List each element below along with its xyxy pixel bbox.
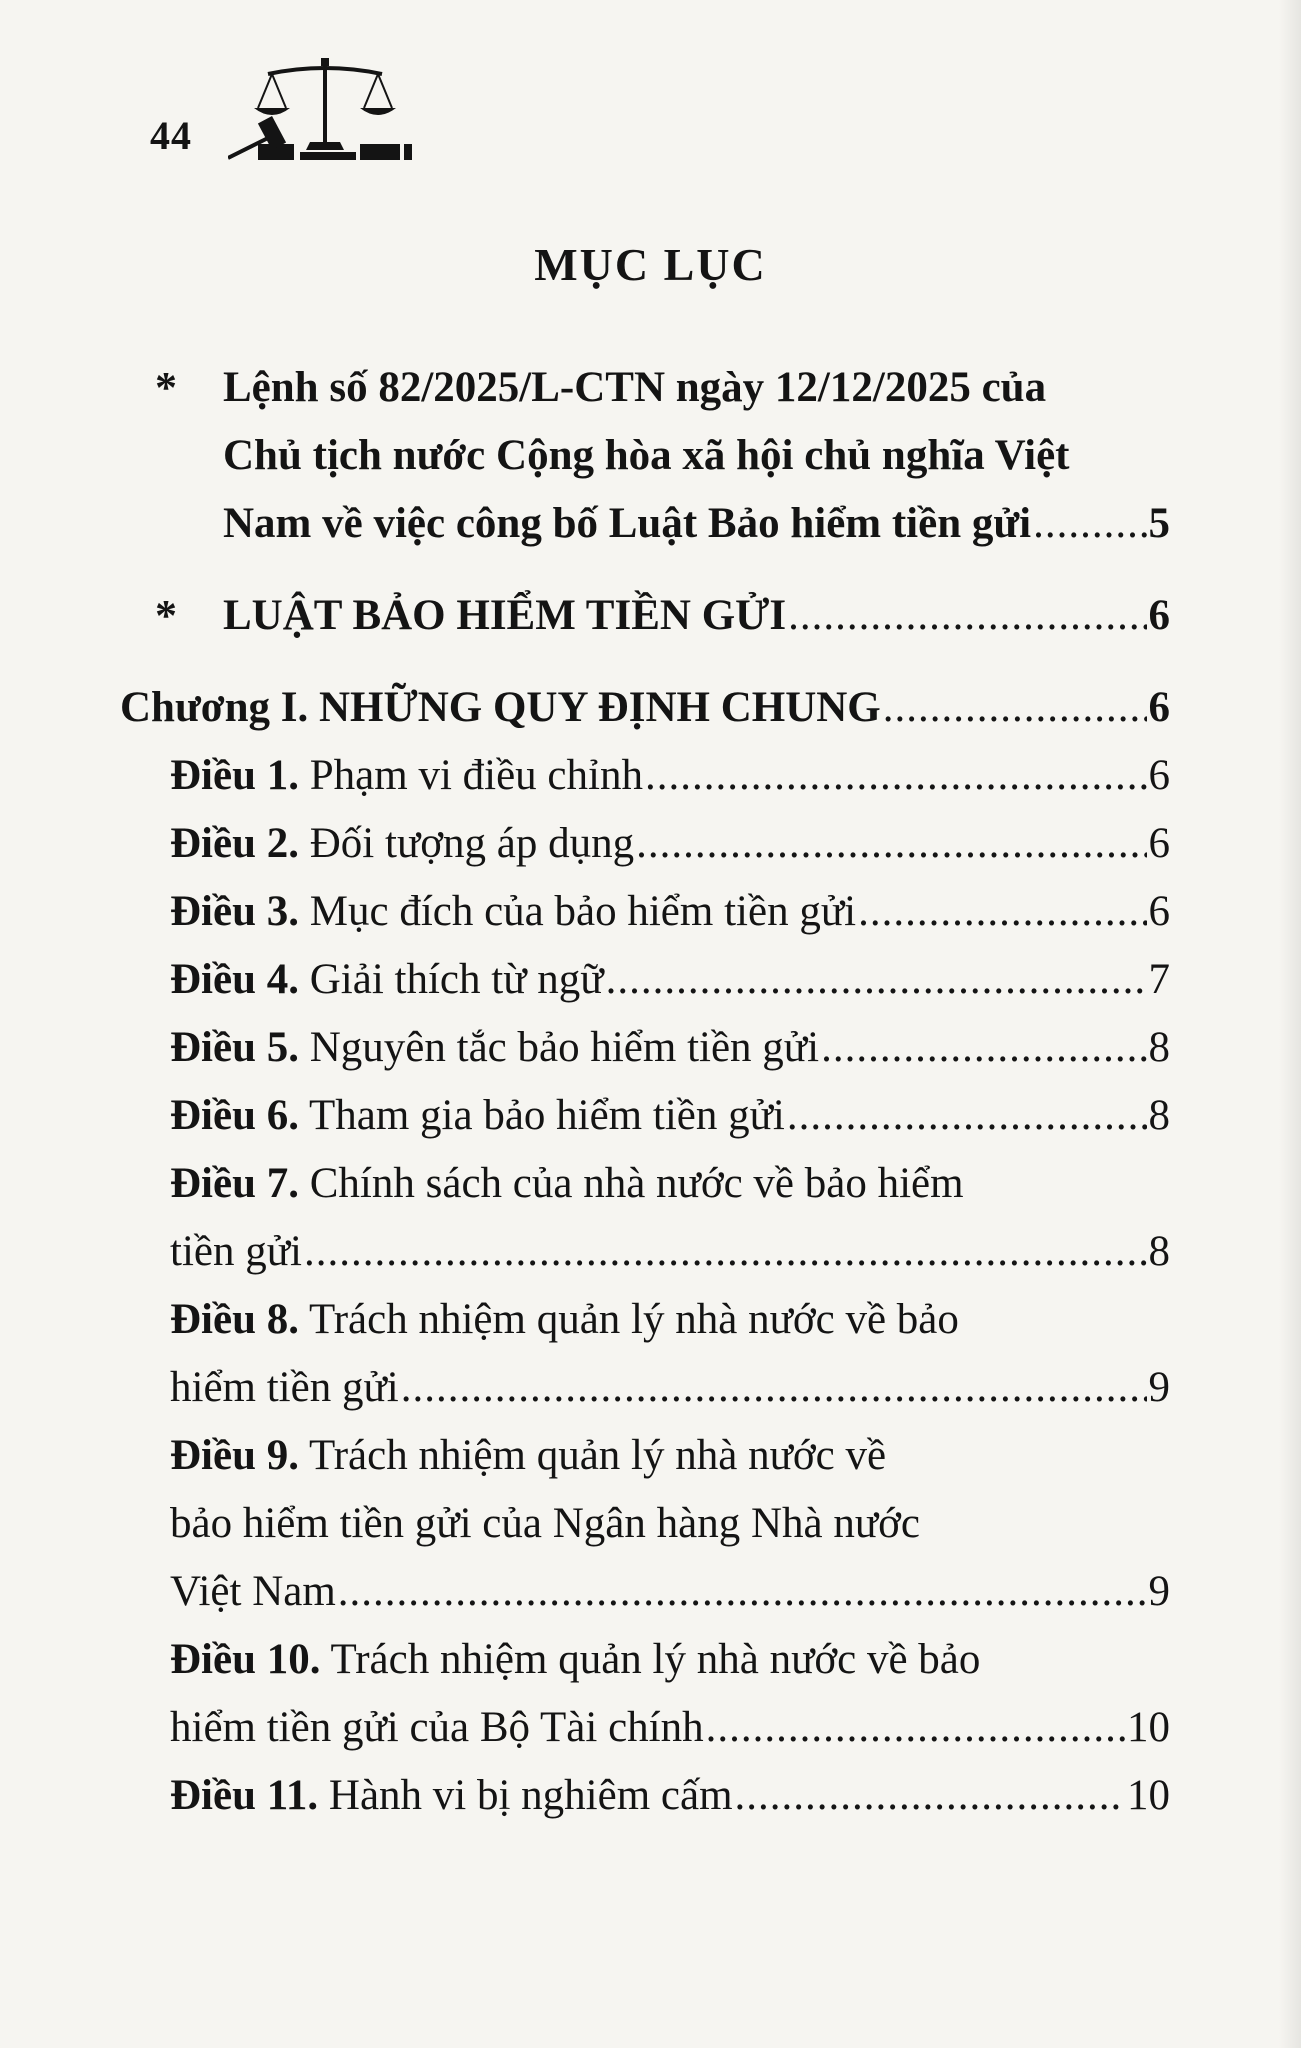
asterisk-bullet-icon: * <box>155 363 177 412</box>
toc-article-5[interactable] <box>120 1014 1170 1082</box>
dot-leader <box>304 1218 1147 1286</box>
article-title: Hành vi bị nghiêm cấm <box>328 1772 733 1819</box>
toc-entry-decree[interactable] <box>155 354 1170 558</box>
article-label: Điều 1. <box>170 752 299 799</box>
toc-page-number: 8 <box>1148 1092 1170 1139</box>
article-title: Tham gia bảo hiểm tiền gửi <box>308 1092 785 1139</box>
toc-article-4[interactable] <box>120 946 1170 1014</box>
toc-entry-text: Chủ tịch nước Cộng hòa xã hội chủ nghĩa Việt <box>223 432 1070 479</box>
toc-page-number: 6 <box>1148 684 1170 731</box>
toc-page-number: 6 <box>1148 752 1170 799</box>
toc-entry-law[interactable] <box>155 582 1170 650</box>
article-title: Đối tượng áp dụng <box>309 820 635 867</box>
toc-article-3[interactable] <box>120 878 1170 946</box>
article-label: Điều 7. <box>170 1160 299 1207</box>
dot-leader <box>645 742 1147 810</box>
toc-article-8[interactable] <box>120 1286 1170 1422</box>
page-number: 44 <box>150 113 192 158</box>
article-title: Trách nhiệm quản lý nhà nước về <box>308 1432 887 1479</box>
toc-article-10[interactable] <box>120 1626 1170 1762</box>
dot-leader <box>821 1014 1146 1082</box>
toc-entry-chapter-1[interactable] <box>120 674 1170 742</box>
toc-page-number: 6 <box>1148 820 1170 867</box>
article-title: Trách nhiệm quản lý nhà nước về bảo <box>308 1296 959 1343</box>
dot-leader <box>636 810 1146 878</box>
toc-article-6[interactable] <box>120 1082 1170 1150</box>
dot-leader <box>401 1354 1147 1422</box>
article-title: Phạm vi điều chỉnh <box>309 752 643 799</box>
article-label: Điều 11. <box>170 1772 319 1819</box>
article-label: Điều 4. <box>170 956 299 1003</box>
toc-page-number: 6 <box>1148 592 1170 639</box>
toc-page-number: 10 <box>1127 1772 1170 1819</box>
article-label: Điều 5. <box>170 1024 299 1071</box>
article-label: Điều 9. <box>170 1432 299 1479</box>
toc-article-2[interactable] <box>120 810 1170 878</box>
toc-article-1[interactable] <box>120 742 1170 810</box>
table-of-contents <box>120 354 1170 1830</box>
toc-entry-text: Nam về việc công bố Luật Bảo hiểm tiền gửi <box>223 500 1032 547</box>
article-title: Giải thích từ ngữ <box>309 956 604 1003</box>
article-label: Điều 10. <box>170 1636 321 1683</box>
dot-leader <box>787 1082 1147 1150</box>
article-title-continued: tiền gửi <box>170 1228 302 1275</box>
toc-page-number: 9 <box>1148 1364 1170 1411</box>
dot-leader <box>706 1694 1125 1762</box>
article-title-continued: bảo hiểm tiền gửi của Ngân hàng Nhà nước <box>170 1500 920 1547</box>
dot-leader <box>883 674 1147 742</box>
toc-entry-text: Lệnh số 82/2025/L-CTN ngày 12/12/2025 của <box>223 364 1047 411</box>
toc-page-number: 8 <box>1148 1024 1170 1071</box>
toc-article-11[interactable] <box>120 1762 1170 1830</box>
toc-page-number: 5 <box>1148 500 1170 547</box>
toc-page-number: 8 <box>1148 1228 1170 1275</box>
asterisk-bullet-icon: * <box>155 591 177 640</box>
scales-and-gavel-icon <box>228 52 418 164</box>
toc-page-number: 7 <box>1148 956 1170 1003</box>
page-edge-shadow <box>1279 0 1301 2048</box>
article-label: Điều 8. <box>170 1296 299 1343</box>
toc-page-number: 9 <box>1148 1568 1170 1615</box>
dot-leader <box>338 1558 1147 1626</box>
article-title: Mục đích của bảo hiểm tiền gửi <box>309 888 857 935</box>
toc-article-9[interactable] <box>120 1422 1170 1626</box>
toc-article-7[interactable] <box>120 1150 1170 1286</box>
toc-entry-text: Chương I. NHỮNG QUY ĐỊNH CHUNG <box>120 684 881 731</box>
toc-page-number: 6 <box>1148 888 1170 935</box>
article-title: Trách nhiệm quản lý nhà nước về bảo <box>330 1636 981 1683</box>
article-label: Điều 6. <box>170 1092 299 1139</box>
dot-leader <box>858 878 1146 946</box>
article-label: Điều 2. <box>170 820 299 867</box>
dot-leader <box>788 582 1146 650</box>
page-title: MỤC LỤC <box>534 239 767 290</box>
article-title-continued: hiểm tiền gửi của Bộ Tài chính <box>170 1704 704 1751</box>
toc-page-number: 10 <box>1127 1704 1170 1751</box>
article-title-continued: Việt Nam <box>170 1568 336 1615</box>
dot-leader <box>1033 490 1146 558</box>
article-title: Chính sách của nhà nước về bảo hiểm <box>309 1160 964 1207</box>
article-title: Nguyên tắc bảo hiểm tiền gửi <box>309 1024 820 1071</box>
dot-leader <box>735 1762 1125 1830</box>
article-title-continued: hiểm tiền gửi <box>170 1364 399 1411</box>
dot-leader <box>606 946 1147 1014</box>
toc-entry-text: LUẬT BẢO HIỂM TIỀN GỬI <box>223 592 787 639</box>
article-label: Điều 3. <box>170 888 299 935</box>
